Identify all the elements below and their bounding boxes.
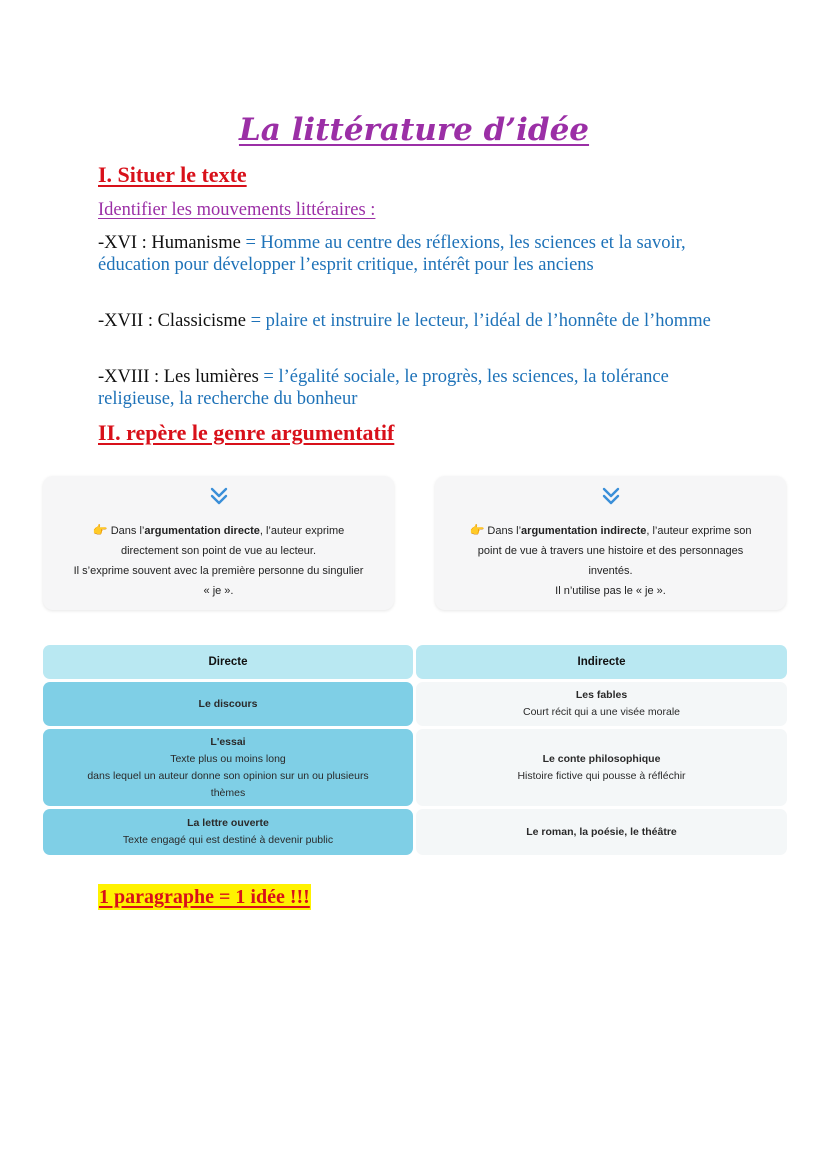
table-header-indirecte: Indirecte xyxy=(416,645,787,679)
movement-classicisme: -XVII : Classicisme = plaire et instruire le lecteur, l’idéal de l’honnête de l’homme xyxy=(98,311,711,331)
pointing-hand-icon: 👉 xyxy=(469,523,485,537)
movement-lumieres: -XVIII : Les lumières = l’égalité sociale, le progrès, les sciences, la tolérance religieuse, la recherche du bonheur xyxy=(98,367,669,409)
table-cell-roman-poesie-theatre: Le roman, la poésie, le théâtre xyxy=(416,809,787,855)
page-title: La littérature d’idée xyxy=(238,112,590,148)
movement-humanisme: -XVI : Humanisme = Homme au centre des réflexions, les sciences et la savoir, éducation pour développer l’esprit critique, intérêt pour les anciens xyxy=(98,233,686,275)
table-header-directe: Directe xyxy=(43,645,413,679)
movement-period: -XVIII : Les lumières xyxy=(98,367,259,387)
table-cell-lettre-ouverte: La lettre ouverte Texte engagé qui est destiné à devenir public xyxy=(43,809,413,855)
double-chevron-down-icon xyxy=(600,485,622,507)
pointing-hand-icon: 👉 xyxy=(92,523,108,537)
table-cell-discours: Le discours xyxy=(43,682,413,726)
table-cell-fables: Les fables Court récit qui a une visée morale xyxy=(416,682,787,726)
card-text: 👉 Dans l’argumentation directe, l’auteur exprime directement son point de vue au lecteur. Il s’exprime souvent avec la première personne du singulier « je ». xyxy=(53,520,384,601)
table-cell-essai: L'essai Texte plus ou moins long dans lequel un auteur donne son opinion sur un ou plusieurs thèmes xyxy=(43,729,413,806)
double-chevron-down-icon xyxy=(208,485,230,507)
movement-period: -XVI : Humanisme xyxy=(98,233,241,253)
subheading-mouvements: Identifier les mouvements littéraires : xyxy=(98,200,376,220)
conclusion-highlight: 1 paragraphe = 1 idée !!! xyxy=(99,886,310,908)
section-heading-situer: I. Situer le texte xyxy=(98,162,247,187)
card-argumentation-directe xyxy=(43,476,394,610)
section-heading-genre: II. repère le genre argumentatif xyxy=(98,420,395,445)
table-cell-conte-philosophique: Le conte philosophique Histoire fictive qui pousse à réfléchir xyxy=(416,729,787,806)
movement-period: -XVII : Classicisme xyxy=(98,311,246,331)
movement-description: l’égalité sociale, le progrès, les sciences, la tolérance religieuse, la recherche du bonheur xyxy=(98,367,669,409)
card-text: 👉 Dans l’argumentation indirecte, l’auteur exprime son point de vue à travers une histoire et des personnages inventés. Il n’utilise pas le « je ». xyxy=(445,520,776,601)
movement-description: Homme au centre des réflexions, les sciences et la savoir, éducation pour développer l’esprit critique, intérêt pour les anciens xyxy=(98,233,686,275)
movement-description: plaire et instruire le lecteur, l’idéal de l’honnête de l’homme xyxy=(265,311,711,331)
card-argumentation-indirecte xyxy=(435,476,786,610)
